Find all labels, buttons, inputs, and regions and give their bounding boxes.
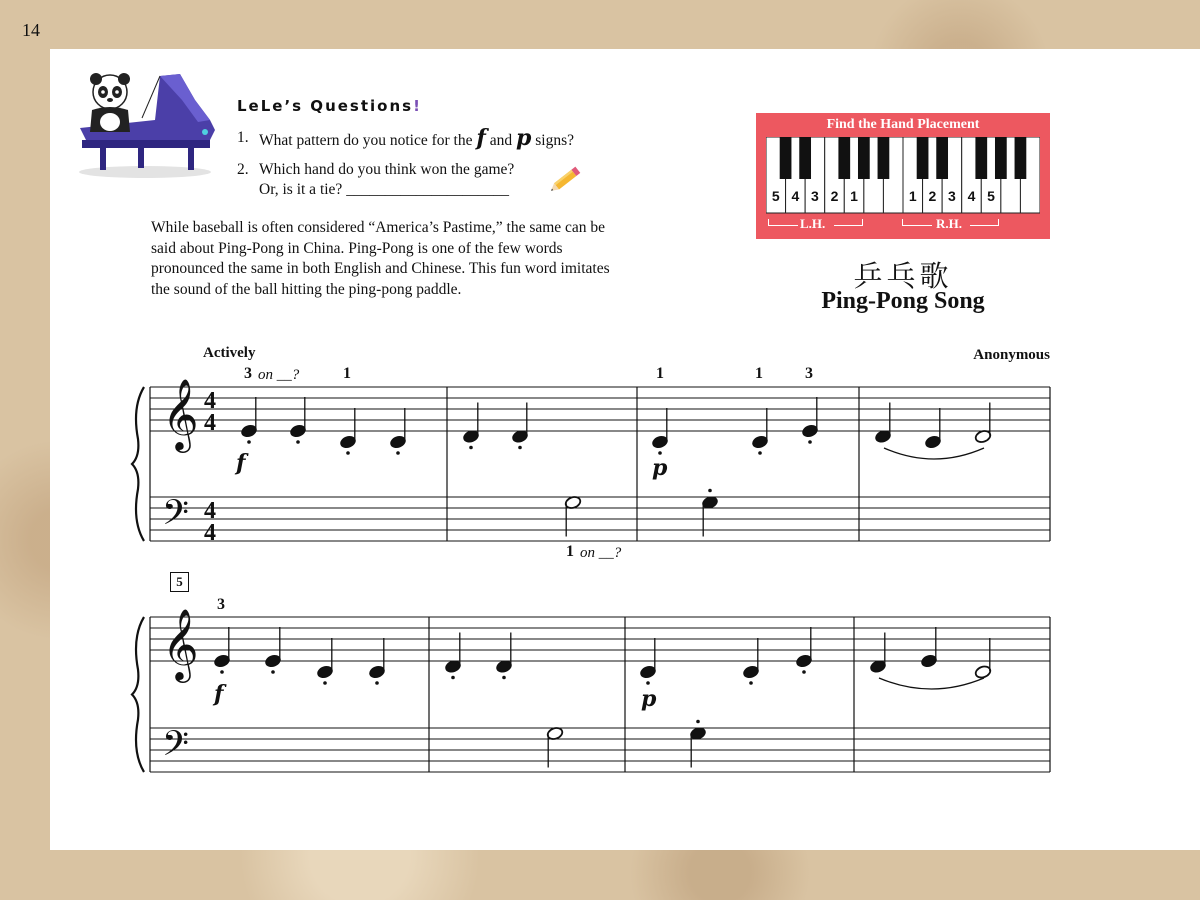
finger-number: 1 — [850, 188, 858, 204]
finger-number: 4 — [967, 188, 976, 204]
brace — [132, 387, 144, 541]
question-number: 2. — [237, 161, 249, 178]
fingering-number: 3 — [217, 596, 225, 613]
rh-label: R.H. — [936, 216, 962, 231]
treble-clef: 𝄞 — [162, 377, 199, 450]
forte-symbol: f — [476, 125, 486, 151]
time-signature-bottom: 4 — [204, 520, 216, 546]
staccato-dot — [220, 670, 224, 674]
answer-blank: Or, is it a tie? _____________________ — [259, 181, 509, 198]
staccato-dot — [346, 451, 350, 455]
dynamic-forte: f — [214, 681, 224, 707]
question-text: Which hand do you think won the game? — [259, 161, 515, 178]
dynamic-piano: p — [641, 686, 657, 712]
staccato-dot — [708, 489, 712, 493]
song-title: Ping-Pong Song — [821, 288, 985, 314]
fingering-question: on __? — [258, 367, 300, 383]
song-title-chinese: 乒乓歌 — [853, 259, 953, 293]
finger-number: 5 — [771, 188, 780, 204]
staccato-dot — [808, 440, 812, 444]
staccato-dot — [271, 670, 275, 674]
brace — [132, 617, 144, 772]
fingering-number: 1 — [566, 543, 574, 560]
slur — [879, 678, 984, 689]
staccato-dot — [658, 451, 662, 455]
question-text: signs? — [535, 132, 574, 149]
composer: Anonymous — [973, 347, 1050, 363]
dynamic-forte: f — [236, 450, 246, 476]
hand-placement-title: Find the Hand Placement — [826, 117, 980, 132]
time-signature-top: 4 — [204, 498, 216, 524]
fingering-number: 1 — [656, 365, 664, 382]
finger-number: 4 — [791, 188, 800, 204]
tempo-marking: Actively — [203, 345, 256, 361]
finger-number: 5 — [987, 188, 995, 204]
staccato-dot — [646, 681, 650, 685]
finger-number: 2 — [830, 188, 839, 204]
lh-label: L.H. — [800, 216, 826, 231]
piano-symbol: p — [515, 125, 532, 151]
staccato-dot — [396, 451, 400, 455]
fingering-number: 1 — [755, 365, 763, 382]
time-signature-bottom: 4 — [204, 410, 216, 436]
finger-number: 1 — [908, 188, 917, 204]
time-signature-top: 4 — [204, 388, 216, 414]
measure-number: 5 — [170, 572, 189, 592]
question-text: What pattern do you notice for the — [259, 132, 473, 149]
staccato-dot — [802, 670, 806, 674]
fingering-question: on __? — [580, 545, 622, 561]
staccato-dot — [518, 446, 522, 450]
question-number: 1. — [237, 129, 249, 146]
staccato-dot — [296, 440, 300, 444]
staccato-dot — [375, 681, 379, 685]
fingering-number: 3 — [244, 365, 252, 382]
finger-number: 3 — [948, 188, 956, 204]
treble-clef: 𝄞 — [162, 607, 199, 680]
slur — [884, 448, 984, 459]
staccato-dot — [758, 451, 762, 455]
questions-title: LeLe’s Questions! — [237, 97, 422, 115]
staccato-dot — [749, 681, 753, 685]
intro-paragraph: While baseball is often considered “America’s Pastime,” the same can be said about Ping-Pong in China. Ping-Pong is one of the few words pronounced the same in both English and Chinese. This fun word imitates the sound of the ball hitting the ping-pong paddle. — [151, 219, 610, 298]
page-number: 14 — [22, 20, 40, 40]
bass-clef: 𝄢 — [162, 723, 190, 772]
fingering-number: 1 — [343, 365, 351, 382]
bass-clef: 𝄢 — [162, 492, 190, 541]
finger-number: 3 — [811, 188, 819, 204]
fingering-number: 3 — [805, 365, 813, 382]
staccato-dot — [696, 720, 700, 724]
staccato-dot — [247, 440, 251, 444]
question-text: and — [489, 132, 513, 149]
staccato-dot — [469, 446, 473, 450]
staccato-dot — [502, 676, 506, 680]
staccato-dot — [323, 681, 327, 685]
staccato-dot — [451, 676, 455, 680]
finger-number: 2 — [928, 188, 937, 204]
dynamic-piano: p — [652, 455, 668, 481]
